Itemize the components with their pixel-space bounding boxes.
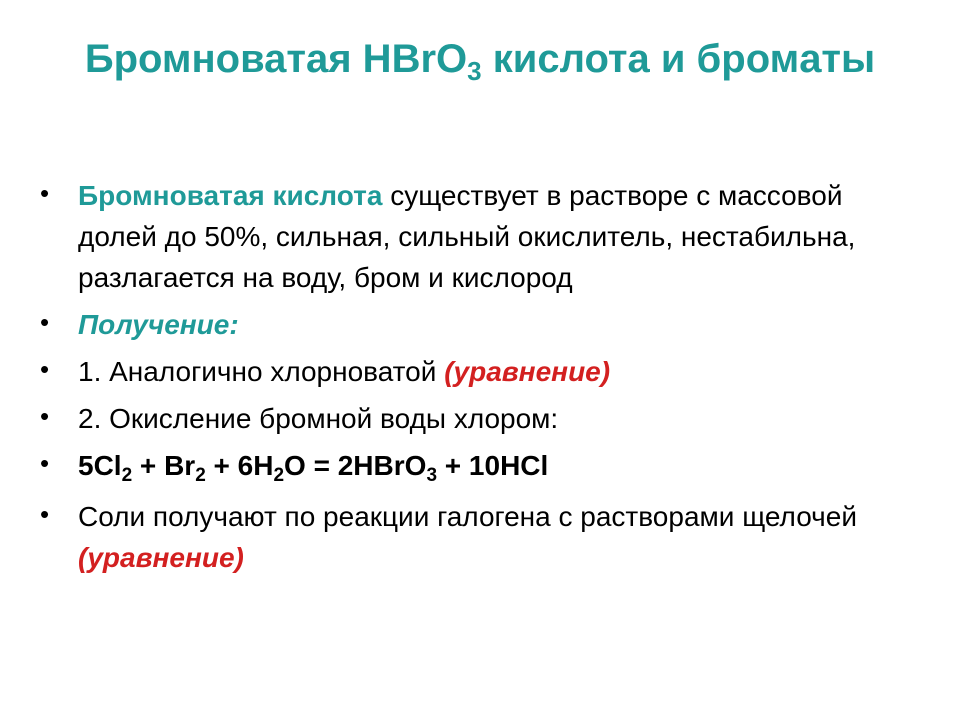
bullet-item-equation — [40, 445, 900, 486]
chemical-equation: $5Cl_2 + Br_2 + 6H_2O$ = 2HBrO$_3$ + 10HCl — [78, 450, 549, 486]
title-subscript: 3 — [467, 56, 482, 86]
bullet-item-bromic-acid — [40, 175, 900, 298]
bullet-dot-icon: • — [40, 178, 50, 208]
bullet-text: 1. Аналогично хлорноватой — [78, 356, 445, 387]
bullet-item-method-1 — [40, 351, 900, 392]
bullet-list — [40, 175, 900, 578]
slide-title — [60, 30, 900, 88]
bullet-item-preparation — [40, 304, 900, 345]
title-text-start: Бромноватая HBrO — [84, 37, 468, 81]
equation-note: (уравнение) — [78, 542, 244, 573]
bullet-text: 2. Окисление бромной воды хлором: — [78, 403, 559, 434]
bullet-text: существует в растворе с массовой долей до 50%, сильная, сильный окислитель, нестабильна, разлагается на воду, бром и кислород — [78, 180, 856, 293]
bullet-dot-icon: • — [40, 307, 50, 337]
highlight-term: Бромноватая кислота — [78, 180, 383, 211]
bullet-item-salts — [40, 496, 900, 578]
section-heading: Получение: — [78, 309, 239, 340]
equation-note: (уравнение) — [444, 356, 611, 387]
bullet-dot-icon: • — [40, 499, 50, 529]
bullet-text: Соли получают по реакции галогена с растворами щелочей — [78, 501, 857, 532]
bullet-dot-icon: • — [40, 401, 50, 431]
bullet-item-method-2 — [40, 398, 900, 439]
bullet-dot-icon: • — [40, 448, 50, 478]
bullet-dot-icon: • — [40, 354, 50, 384]
title-text-end: кислота и бромaты — [481, 37, 876, 81]
